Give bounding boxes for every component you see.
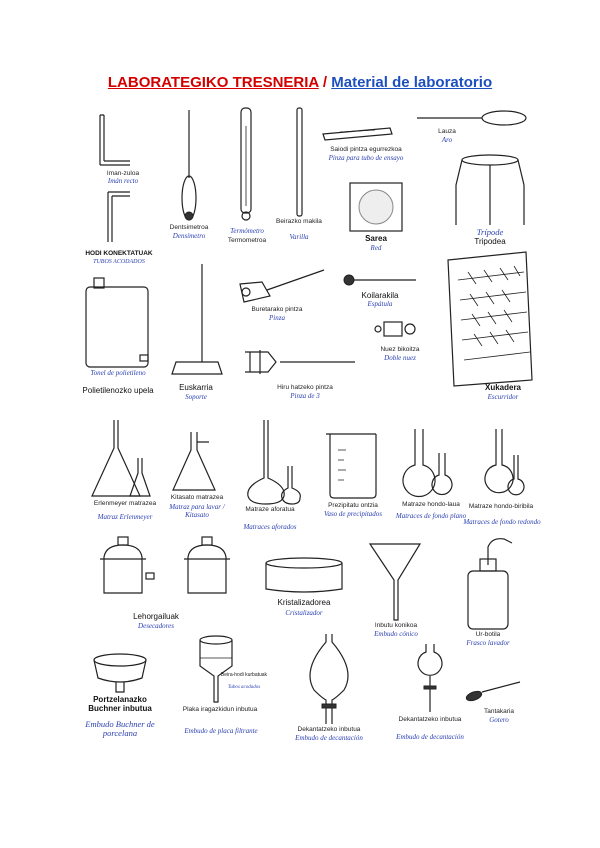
burette-clamp-item xyxy=(232,262,332,327)
separatory-funnel-item xyxy=(290,630,370,750)
gauze-label-es: Red xyxy=(370,244,382,252)
volumetric-label-eu: Matraze aforatua xyxy=(245,506,295,513)
crystallizer-label-es: Cristalizador xyxy=(285,609,323,617)
dropper-label-es: Gotero xyxy=(489,716,509,724)
ring-item xyxy=(412,108,532,148)
polyethylene-barrel-item xyxy=(78,275,158,405)
rack-label-eu: Xukadera xyxy=(484,383,522,392)
test-tube-clamp-item xyxy=(320,120,410,170)
bent-tube-drawing xyxy=(90,110,150,270)
burette-clamp-label-es: Pinza xyxy=(269,314,285,322)
round-flask-label-eu: Matraze hondo-biribila xyxy=(468,503,534,510)
wire-gauze-item xyxy=(345,180,415,260)
round-bottom-flask-item xyxy=(463,425,541,535)
filter-plate-label-es: Embudo de placa filtrante xyxy=(184,727,258,735)
three-prong-label-eu: Hiru hatzeko pintza xyxy=(277,384,333,391)
filter-plate-label-eu: Plaka iragazkidun inbutua xyxy=(182,706,258,713)
thermometer-drawing xyxy=(222,106,272,246)
barrel-label-es: Tonel de polietileno xyxy=(90,369,146,377)
flat-flask-label-es: Matraces de fondo plano xyxy=(395,512,467,520)
ring-label-es: Aro xyxy=(441,136,453,144)
erlenmeyer-label-es: Matraz Erlenmeyer xyxy=(97,513,153,521)
wash-bottle-item xyxy=(452,535,530,655)
bent-tube-small-item xyxy=(214,673,274,693)
volumetric-flask-drawing xyxy=(240,418,310,538)
tube-label-es: Imán recto xyxy=(107,177,139,185)
drying-rack-item xyxy=(440,250,540,410)
wash-bottle-label-es: Frasco lavador xyxy=(466,639,510,647)
conical-funnel-item xyxy=(364,540,428,640)
clamp-label-eu: Saiodi pintza egurrezkoa xyxy=(330,146,402,153)
flat-flask-label-eu: Matraze hondo-laua xyxy=(402,501,460,508)
double-nut-item xyxy=(370,318,430,373)
spatula-label-eu: Koilarakila xyxy=(361,291,399,300)
bent-tube-item xyxy=(85,110,153,270)
tubes-label-eu: HODI KONEKTATUAK xyxy=(85,250,153,257)
title-basque: LABORATEGIKO TRESNERIA xyxy=(107,74,319,91)
round-separatory-label-es: Embudo de decantación xyxy=(396,733,464,741)
desiccator-item xyxy=(96,535,246,635)
glass-rod-label-es: Varilla xyxy=(289,233,309,241)
funnel-label-eu: Inbutu konikoa xyxy=(374,622,418,629)
wash-bottle-label-eu: Ur-botila xyxy=(475,631,501,638)
small-tube-label-eu: Beira-hodi kurbatuak xyxy=(220,672,268,678)
tripod-item xyxy=(450,150,530,250)
glass-rod-label-eu: Beirazko makila xyxy=(276,218,322,225)
buchner-label-eu: Portzelanazko Buchner inbutua xyxy=(88,695,152,713)
densimeter-item xyxy=(166,108,212,248)
beaker-label-eu: Prezipitatu ontzia xyxy=(328,502,378,509)
funnel-label-es: Embudo cónico xyxy=(374,630,418,638)
crystallizer-label-eu: Kristalizadorea xyxy=(277,598,331,607)
crystallizer-item xyxy=(262,555,352,625)
spatula-label-es: Espátula xyxy=(367,300,393,308)
densimeter-label-es: Densímetro xyxy=(172,232,206,240)
dropper-item xyxy=(460,670,540,730)
glass-rod-item xyxy=(276,106,322,246)
small-tube-label-es: Tubos acodados xyxy=(227,685,261,690)
burette-clamp-label-eu: Buretarako pintza xyxy=(251,306,303,313)
kitasato-label-es: Matraz para lavar / Kitasato xyxy=(169,503,225,519)
buchner-funnel-item xyxy=(78,648,178,753)
tubes-label-es: TUBOS ACODADOS xyxy=(93,259,145,265)
double-nut-label-eu: Nuez bikoitza xyxy=(380,346,420,353)
tube-label-eu: Iman-zuloa xyxy=(106,170,140,177)
volumetric-label-es: Matraces aforados xyxy=(243,523,297,531)
barrel-label-eu: Polietilenozko upela xyxy=(82,386,154,395)
support-stand-item xyxy=(168,262,224,412)
rack-label-es: Escurridor xyxy=(487,393,519,401)
dropper-label-eu: Tantakaria xyxy=(484,708,514,715)
clamp-label-es: Pinza para tubo de ensayo xyxy=(328,154,404,162)
volumetric-flask-item xyxy=(240,418,310,538)
spatula-item xyxy=(340,270,420,315)
title-spanish: Material de laboratorio xyxy=(331,74,493,91)
desiccator-label-eu: Lehorgailuak xyxy=(133,612,179,621)
kitasato-label-eu: Kitasato matrazea xyxy=(170,494,224,501)
gauze-label-eu: Sarea xyxy=(365,234,387,243)
tripod-label-es: Trípode xyxy=(476,227,504,237)
densimeter-label-eu: Dentsimetroa xyxy=(169,224,209,231)
beaker-label-es: Vaso de precipitados xyxy=(323,510,383,518)
stand-label-es: Soporte xyxy=(185,393,207,401)
round-flask-label-es: Matraces de fondo redondo xyxy=(463,518,541,526)
erlenmeyer-drawing xyxy=(88,418,162,528)
beaker-item xyxy=(318,430,388,530)
kitasato-item xyxy=(165,428,229,528)
thermometer-label-eu: Termometroa xyxy=(227,237,267,244)
thermometer-label-es: Termómetro xyxy=(230,227,264,235)
tripod-label-eu: Tripodea xyxy=(474,237,506,246)
thermometer-item xyxy=(222,106,272,246)
desiccator-label-es: Desecadores xyxy=(138,622,174,630)
round-separatory-funnel-item xyxy=(396,640,466,750)
title-separator: / xyxy=(318,74,332,91)
buchner-label-es: Embudo Buchner de porcelana xyxy=(85,719,155,739)
three-prong-label-es: Pinza de 3 xyxy=(290,392,320,400)
erlenmeyer-item xyxy=(88,418,162,528)
stand-label-eu: Euskarria xyxy=(179,383,213,392)
round-separatory-label-eu: Dekantatzeko inbutua xyxy=(398,716,462,723)
ring-drawing xyxy=(412,108,532,148)
separatory-label-es: Embudo de decantación xyxy=(295,734,363,742)
three-prong-clamp-item xyxy=(240,342,360,407)
erlenmeyer-label-eu: Erlenmeyer matrazea xyxy=(93,500,157,507)
ring-label-eu: Lauza xyxy=(438,128,456,135)
double-nut-label-es: Doble nuez xyxy=(384,354,416,362)
separatory-label-eu: Dekantatzeko inbutua xyxy=(297,726,361,733)
flat-bottom-flask-item xyxy=(393,425,469,530)
page-title xyxy=(0,74,600,91)
